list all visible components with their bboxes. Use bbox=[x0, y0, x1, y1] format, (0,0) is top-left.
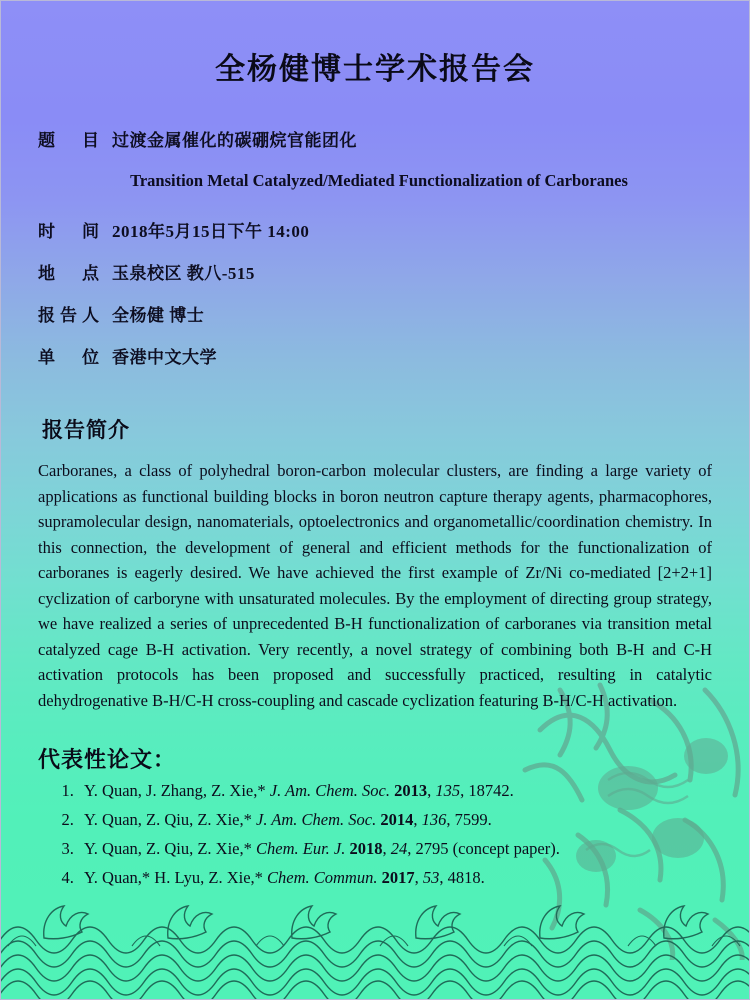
pub-sep: , bbox=[460, 781, 465, 800]
pub-sep: , bbox=[446, 810, 451, 829]
pub-sep: , bbox=[382, 839, 387, 858]
pub-authors: Y. Quan, Z. Qiu, Z. Xie,* bbox=[84, 839, 252, 858]
info-value-time: 2018年5月15日下午 14:00 bbox=[112, 222, 310, 241]
info-row-time bbox=[38, 217, 750, 242]
list-item bbox=[78, 780, 750, 802]
info-label-affiliation: 单 位 bbox=[38, 348, 104, 367]
pub-journal: J. Am. Chem. Soc. bbox=[256, 810, 377, 829]
list-item bbox=[78, 809, 750, 831]
info-row-speaker bbox=[38, 301, 750, 326]
pub-authors: Y. Quan, J. Zhang, Z. Xie,* bbox=[84, 781, 266, 800]
info-value-affiliation: 香港中文大学 bbox=[112, 348, 217, 367]
info-value-topic: 过渡金属催化的碳硼烷官能团化 bbox=[112, 131, 357, 150]
pub-volume: 53 bbox=[422, 868, 440, 887]
pub-sep: , bbox=[427, 781, 432, 800]
info-label-topic: 题 目 bbox=[38, 131, 104, 150]
pub-sep: , bbox=[439, 868, 444, 887]
pub-journal: J. Am. Chem. Soc. bbox=[269, 781, 390, 800]
pub-year: 2014 bbox=[380, 810, 414, 829]
info-value-location: 玉泉校区 教八-515 bbox=[112, 264, 255, 283]
pub-pages: 18742. bbox=[468, 781, 514, 800]
pub-volume: 135 bbox=[435, 781, 461, 800]
pub-pages: 7599. bbox=[454, 810, 492, 829]
wave-pattern-decoration bbox=[0, 880, 750, 1000]
pub-sep: , bbox=[413, 810, 418, 829]
pub-journal: Chem. Eur. J. bbox=[256, 839, 346, 858]
pub-year: 2013 bbox=[394, 781, 428, 800]
info-label-speaker: 报告人 bbox=[38, 306, 104, 325]
info-value-speaker: 全杨健 博士 bbox=[112, 306, 205, 325]
pub-note: (concept paper). bbox=[452, 839, 560, 858]
pub-volume: 24 bbox=[390, 839, 408, 858]
list-item bbox=[78, 838, 750, 860]
abstract-heading: 报告简介 bbox=[42, 418, 130, 442]
info-label-time: 时 间 bbox=[38, 222, 104, 241]
pub-year: 2017 bbox=[381, 868, 415, 887]
pub-sep: , bbox=[414, 868, 419, 887]
pub-journal: Chem. Commun. bbox=[267, 868, 378, 887]
info-label-location: 地 点 bbox=[38, 264, 104, 283]
pub-pages: 2795 bbox=[415, 839, 449, 858]
pub-authors: Y. Quan, Z. Qiu, Z. Xie,* bbox=[84, 810, 252, 829]
info-block bbox=[0, 126, 750, 368]
pub-pages: 4818. bbox=[447, 868, 485, 887]
pub-year: 2018 bbox=[349, 839, 383, 858]
page-title: 全杨健博士学术报告会 bbox=[215, 53, 535, 86]
info-row-location bbox=[38, 259, 750, 284]
list-item bbox=[78, 867, 750, 889]
abstract-body: Carboranes, a class of polyhedral boron-carbon molecular clusters, are finding a large variety of applications as functional building blocks in boron neutron capture therapy agents, pharmacophores, supramolecular design, nanomaterials, optoelectronics and organometallic/coordination chemistry. In this connection, the development of general and efficient methods for the functionalization of carboranes is eagerly desired. We have achieved the first example of Zr/Ni co-mediated [2+2+1] cyclization of carboryne with unsaturated molecules. By the employment of directing group strategy, we have realized a series of unprecedented B-H functionalization of carboranes via transition metal catalyzed cage B-H activation. Very recently, a novel strategy of combining both B-H and C-H activation protocols has been proposed and successfully practiced, resulting in catalytic dehydrogenative B-H/C-H cross-coupling and cascade cyclization featuring B-H/C-H activation. bbox=[38, 461, 712, 710]
info-row-topic bbox=[38, 126, 750, 151]
pub-authors: Y. Quan,* H. Lyu, Z. Xie,* bbox=[84, 868, 263, 887]
publications-heading: 代表性论文： bbox=[38, 747, 177, 772]
pub-sep: , bbox=[407, 839, 412, 858]
subtitle-english: Transition Metal Catalyzed/Mediated Functionalization of Carboranes bbox=[130, 171, 628, 190]
publication-list bbox=[0, 780, 750, 889]
pub-volume: 136 bbox=[421, 810, 447, 829]
info-row-affiliation bbox=[38, 343, 750, 368]
